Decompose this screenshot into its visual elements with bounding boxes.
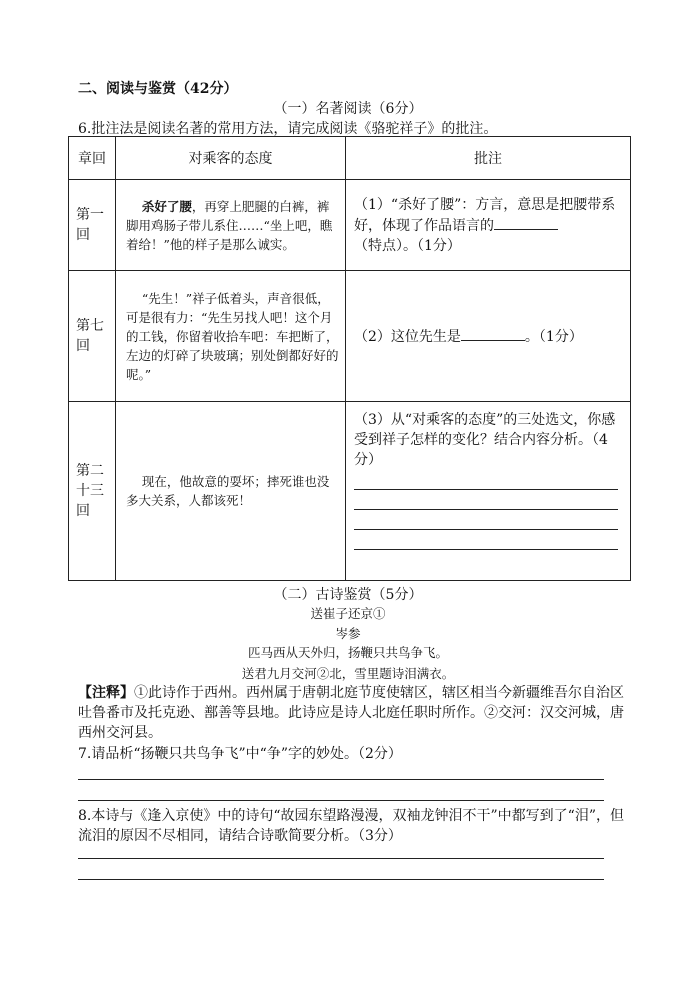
attitude-text: 现在，他故意的耍坏；摔死谁也没多大关系，人都该死！ xyxy=(126,474,330,508)
answer-blank[interactable] xyxy=(461,326,525,341)
table-row xyxy=(69,271,631,402)
chapter-cell: 第一回 xyxy=(69,180,116,271)
table-row xyxy=(69,402,631,581)
attitude-text: “先生！”祥子低着头，声音很低，可是很有力：“先生另找人吧！这个月的工钱，你留着收拾车吧：车把断了，左边的灯碎了块玻璃；别处倒都好好的呢。” xyxy=(126,290,339,382)
answer-line[interactable] xyxy=(354,470,618,490)
poem-note xyxy=(78,683,626,743)
annotation-cell xyxy=(346,402,631,581)
answer-line[interactable] xyxy=(354,530,618,550)
attitude-cell xyxy=(116,271,346,402)
poem-title: 送崔子还京① xyxy=(310,606,386,621)
annotation-text: 。（1分） xyxy=(524,328,583,345)
answer-blank[interactable] xyxy=(494,215,558,230)
poem-line: 匹马西从天外归，扬鞭只共鸟争飞。 xyxy=(247,645,448,660)
chapter-cell: 第七回 xyxy=(69,271,116,402)
attitude-cell xyxy=(116,180,346,271)
part1-heading: （一）名著阅读（6分） xyxy=(273,101,423,117)
table-header: 对乘客的态度 xyxy=(116,137,346,180)
note-text: ①此诗作于西州。西州属于唐朝北庭节度使辖区，辖区相当今新疆维吾尔自治区吐鲁番市及托克逊、鄯善等县地。此诗应是诗人北庭任职时所作。②交河：汉交河城，唐西州交河县。 xyxy=(78,685,624,741)
poem-author: 岑参 xyxy=(335,626,361,641)
attitude-text: ，再穿上肥腿的白裤，裤脚用鸡肠子带儿系住……“坐上吧，瞧着给！”他的样子是那么诚实。 xyxy=(126,198,333,252)
table-header: 章回 xyxy=(69,137,116,180)
annotation-text: （3）从“对乘客的态度”的三处选文，你感受到祥子怎样的变化？结合内容分析。（4分） xyxy=(354,412,616,468)
annotation-cell xyxy=(346,271,631,402)
table-header: 批注 xyxy=(346,137,631,180)
answer-line[interactable] xyxy=(78,879,604,880)
part2-heading: （二）古诗鉴赏（5分） xyxy=(273,587,423,603)
answer-line[interactable] xyxy=(354,490,618,510)
attitude-bold-phrase: 杀好了腰 xyxy=(141,198,192,214)
question-7: 7.请品析“扬鞭只共鸟争飞”中“争”字的妙处。（2分） xyxy=(78,746,402,762)
answer-line[interactable] xyxy=(78,858,604,859)
annotation-table xyxy=(68,136,631,581)
annotation-cell xyxy=(346,180,631,271)
annotation-text: （2）这位先生是 xyxy=(354,328,461,345)
question-8: 8.本诗与《逢入京使》中的诗句“故园东望路漫漫，双袖龙钟泪不干”中都写到了“泪”，但流泪的原因不尽相同，请结合诗歌简要分析。（3分） xyxy=(78,808,624,844)
chapter-cell: 第二十三回 xyxy=(69,402,116,581)
table-header-row xyxy=(69,137,631,180)
note-label: 【注释】 xyxy=(78,685,134,701)
answer-line[interactable] xyxy=(354,510,618,530)
poem-line: 送君九月交河②北，雪里题诗泪满衣。 xyxy=(241,666,455,681)
attitude-cell xyxy=(116,402,346,581)
section-title: 二、阅读与鉴赏（42分） xyxy=(78,81,238,97)
table-row xyxy=(69,180,631,271)
question-6: 6.批注法是阅读名著的常用方法，请完成阅读《骆驼祥子》的批注。 xyxy=(78,121,498,137)
answer-line[interactable] xyxy=(78,779,604,780)
annotation-text: （特点）。（1分） xyxy=(354,237,461,254)
answer-line[interactable] xyxy=(78,800,604,801)
annotation-text: （1）“杀好了腰”：方言，意思是把腰带系好，体现了作品语言的 xyxy=(354,196,616,234)
